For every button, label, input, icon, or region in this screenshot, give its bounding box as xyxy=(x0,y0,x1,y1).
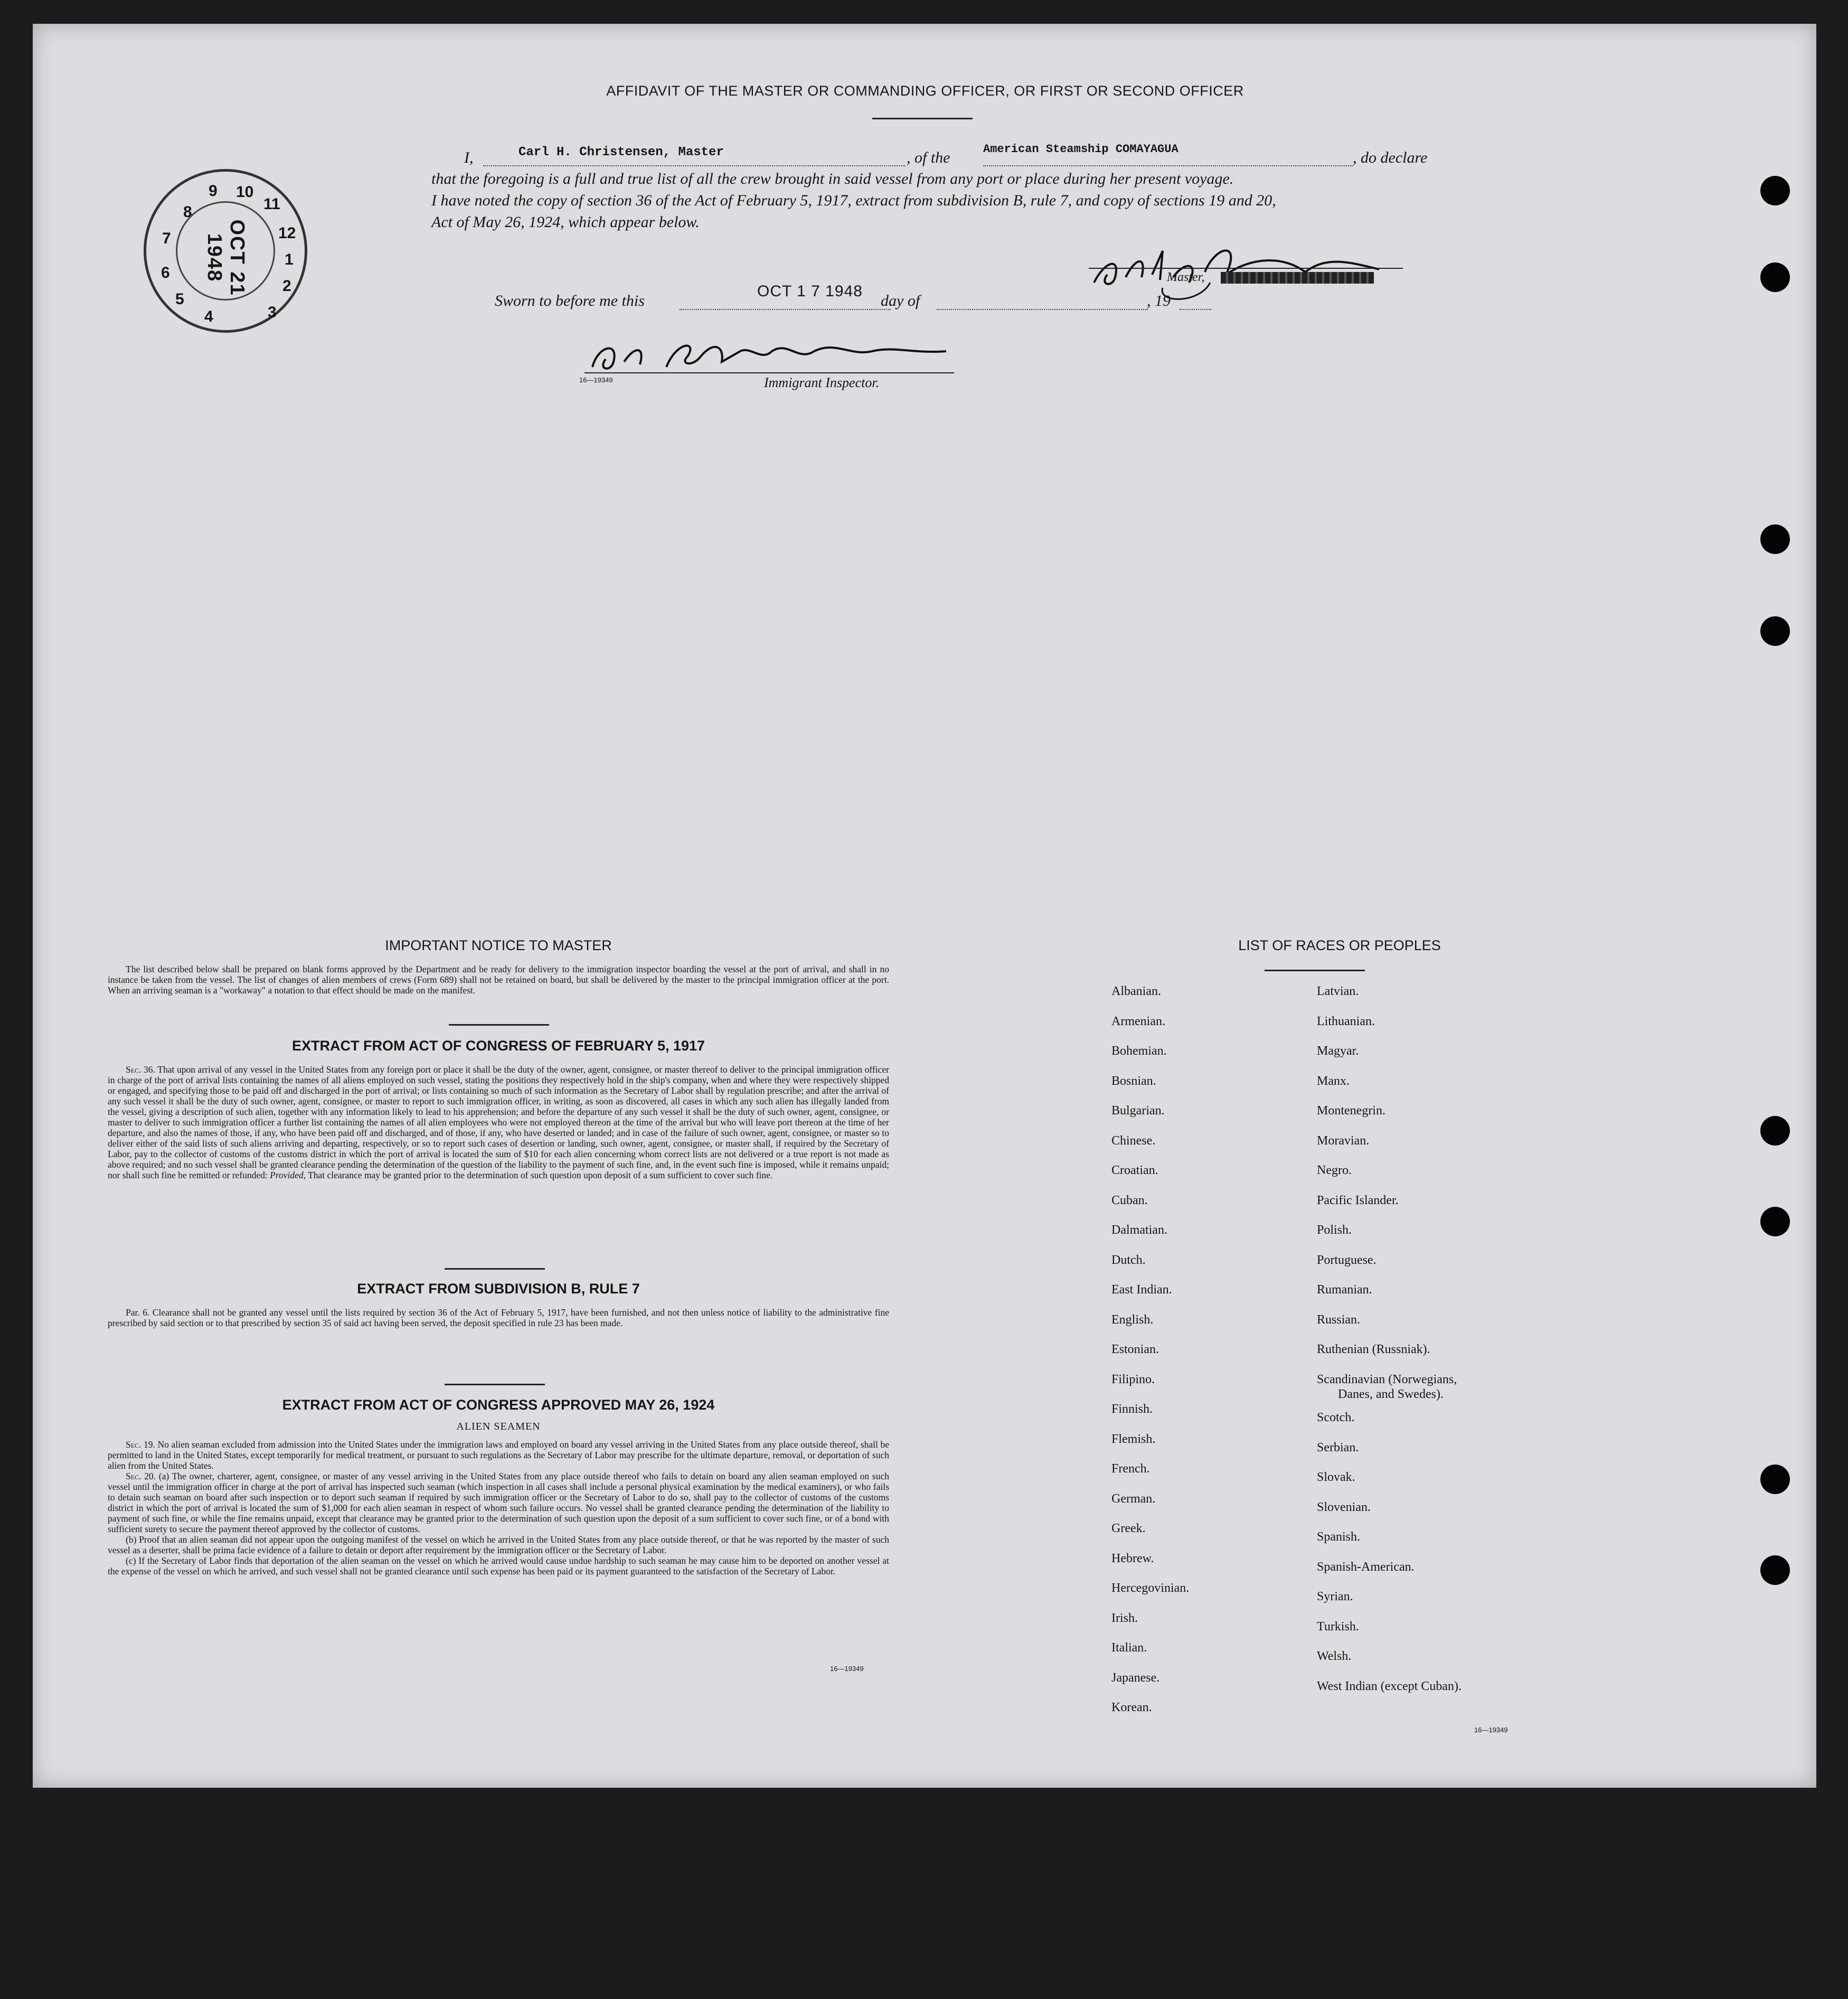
race-item: Negro. xyxy=(1317,1163,1352,1177)
stamp-number: 7 xyxy=(162,230,171,247)
race-item: Lithuanian. xyxy=(1317,1014,1375,1028)
i-label: I, xyxy=(464,149,474,166)
par-6-paragraph: Par. 6. Clearance shall not be granted any vessel until the lists required by section 36 of the Act of February 5, 1917, have been furnished, and not then unless notice of liability to the administrative fine prescribed by said section or to that prescribed by section 35 of said act having been served, the deposit specified in rule 23 has been made. xyxy=(108,1307,889,1328)
race-item: Flemish. xyxy=(1111,1432,1156,1446)
race-item: Ruthenian (Russniak). xyxy=(1317,1343,1430,1356)
sworn-date-line xyxy=(680,309,891,310)
punch-hole xyxy=(1760,176,1790,205)
stamp-number: 11 xyxy=(263,195,280,213)
stamp-number: 8 xyxy=(183,203,192,221)
notice-paragraph: The list described below shall be prepared on blank forms approved by the Department and be ready for delivery to the immigration inspector boarding the vessel at the port of arrival, and shall in no instance be taken from the vessel. The list of changes of alien members of crews (Form 689) shall not be retained on board, but shall be delivered by the master to the principal immigration officer at the port. When an arriving seaman is a "workaway" a notation to that effect should be made on the manifest. xyxy=(108,964,889,996)
sec-36-label: Sec. 36. xyxy=(126,1064,155,1075)
affidavit-line-4: Act of May 26, 1924, which appear below. xyxy=(431,213,700,231)
races-divider xyxy=(1265,970,1365,971)
sec-19-label: Sec. 19. xyxy=(126,1439,155,1450)
race-item: East Indian. xyxy=(1111,1283,1172,1297)
extract-1917-title: EXTRACT FROM ACT OF CONGRESS OF FEBRUARY 5, 1917 xyxy=(291,1038,705,1054)
race-item: Latvian. xyxy=(1317,984,1359,998)
sec-20a-paragraph xyxy=(108,1471,889,1534)
races-form-number: 16—19349 xyxy=(1474,1726,1508,1734)
title-divider xyxy=(872,118,973,119)
extract-form-number: 16—19349 xyxy=(830,1665,864,1673)
master-name: Carl H. Christensen, Master xyxy=(518,145,724,159)
of-the-label: , of the xyxy=(907,149,950,166)
race-item: Albanian. xyxy=(1111,984,1161,998)
sec-19-paragraph xyxy=(108,1439,889,1471)
affidavit-line-2: that the foregoing is a full and true list of all the crew brought in said vessel from any port or place during her present voyage. xyxy=(431,170,1234,187)
stamp-number: 10 xyxy=(236,183,254,201)
race-item: Bosnian. xyxy=(1111,1074,1156,1088)
subdivision-text xyxy=(108,1307,889,1328)
do-declare-label: , do declare xyxy=(1353,149,1428,166)
race-item: Hebrew. xyxy=(1111,1551,1154,1565)
extract-1924-text xyxy=(108,1439,889,1576)
race-item: Spanish-American. xyxy=(1317,1560,1415,1574)
punch-hole xyxy=(1760,524,1790,554)
race-item: Portuguese. xyxy=(1317,1253,1376,1267)
race-item: Dalmatian. xyxy=(1111,1223,1167,1237)
race-item: Rumanian. xyxy=(1317,1283,1372,1297)
punch-hole xyxy=(1760,1465,1790,1494)
race-item: West Indian (except Cuban). xyxy=(1317,1679,1462,1693)
stamp-number: 12 xyxy=(278,224,296,242)
race-item: French. xyxy=(1111,1462,1150,1476)
stamp-number: 2 xyxy=(282,277,291,295)
divider xyxy=(449,1024,549,1026)
race-item: Slovenian. xyxy=(1317,1500,1371,1514)
race-item: Dutch. xyxy=(1111,1253,1146,1267)
affidavit-title: AFFIDAVIT OF THE MASTER OR COMMANDING OFFICER, OR FIRST OR SECOND OFFICER xyxy=(606,83,1244,99)
race-item: Russian. xyxy=(1317,1312,1361,1327)
affidavit-line-3: I have noted the copy of section 36 of the Act of February 5, 1917, extract from subdivision B, rule 7, and copy of sections 19 and 20, xyxy=(431,192,1276,209)
race-item: Magyar. xyxy=(1317,1044,1359,1058)
punch-hole xyxy=(1760,1555,1790,1585)
year-label: , 19 xyxy=(1147,292,1171,309)
race-item: Turkish. xyxy=(1317,1619,1359,1634)
race-item: Cuban. xyxy=(1111,1193,1148,1207)
race-item: Welsh. xyxy=(1317,1649,1352,1663)
provided-label: Provided, xyxy=(270,1170,306,1180)
day-of-label: day of xyxy=(881,292,920,309)
divider xyxy=(445,1268,545,1270)
master-name-line xyxy=(483,165,906,166)
race-item: Korean. xyxy=(1111,1701,1152,1714)
race-item: Bulgarian. xyxy=(1111,1104,1165,1118)
divider xyxy=(445,1384,545,1385)
race-item: Danes, and Swedes). xyxy=(1338,1387,1444,1401)
extract-1924-title: EXTRACT FROM ACT OF CONGRESS APPROVED MAY 26, 1924 xyxy=(282,1397,715,1413)
sec-20a-text: (a) The owner, charterer, agent, consignee, or master of any vessel arriving in the United States from any place outside thereof who fails to detain on board any alien seaman employed on such vessel until the immigration officer in charge at the port of arrival has inspected such seaman (which inspection in all cases shall include a personal physical examination by the medical examiners), or who fails to detain such seaman on board after such inspection or to deport such seaman if required by such immigration officer or the Secretary of Labor to do so, shall pay to the collector of customs of the customs district in which the port of arrival is located the sum of $1,000 for each alien seaman in respect of whom such failure occurs. No vessel shall be granted clearance pending the determination of the liability to payment of such fine, or while the fine remains unpaid, except that clearance may be granted prior to the determination of such question upon the deposit of a sum sufficient to cover such fine, or of a bond with sufficient surety to secure the payment thereof approved by the collector of customs. xyxy=(108,1471,889,1534)
race-item: Hercegovinian. xyxy=(1111,1581,1190,1595)
notice-title: IMPORTANT NOTICE TO MASTER xyxy=(385,937,612,953)
sec-36-text: That upon arrival of any vessel in the United States from any foreign port or place it shall be the duty of the owner, agent, consignee, or master thereof to deliver to the principal immigration officer in charge of the port of arrival lists containing the names of all aliens employed on such vessel, stating the positions they respectively hold in the ship's company, when and where they were respectively shipped or engaged, and specifying those to be paid off and discharged in the port of arrival; or lists containing so much of such information as the Secretary of Labor shall by regulation prescribe; and after the arrival of any such vessel it shall be the duty of such owner, agent, consignee, or master to report to such immigration officer, in writing, as soon as discovered, all cases in which any such alien has illegally landed from the vessel, giving a description of such alien, together with any information likely to lead to his apprehension; and before the departure of any such vessel it shall be the duty of such owner, agent, consignee, or master to deliver to such immigration officer a further list containing the names of all alien employees who were not employed thereon at the time of the arrival but who will leave port thereon at the time of her departure, and also the names of those, if any, who have been paid off and discharged, and of those, if any, who have deserted or landed; and in case of the failure of such owner, agent, consignee, or master so to deliver either of the said lists of such aliens arriving and departing, respectively, or so to report such cases of desertion or landing, such owner, agent, consignee, or master shall, if required by the Secretary of Labor, pay to the collector of customs of the customs district in which the port of arrival is located the sum of $10 for each alien concerning whom correct lists are not delivered or a true report is not made as above required; and no such vessel shall be granted clearance pending the determination of the question of the liability to the payment of such fine, and, in the event such fine is imposed, while it remains unpaid; nor shall such fine be remitted or refunded: xyxy=(108,1064,889,1180)
sec-20-label: Sec. 20. xyxy=(126,1471,156,1481)
punch-hole xyxy=(1760,1116,1790,1146)
race-item: Bohemian. xyxy=(1111,1044,1167,1058)
year-line xyxy=(1180,309,1211,310)
sworn-date: OCT 1 7 1948 xyxy=(757,283,863,300)
race-item: Syrian. xyxy=(1317,1590,1353,1603)
date-stamp xyxy=(144,169,307,333)
race-item: Estonian. xyxy=(1111,1343,1159,1356)
race-item: Serbian. xyxy=(1317,1440,1359,1454)
punch-hole xyxy=(1760,616,1790,646)
sec-20c-paragraph: (c) If the Secretary of Labor finds that deportation of the alien seaman on the vessel on which he arrived would cause undue hardship to such seaman he may cause him to be deported on another vessel at the expense of the vessel on which he arrived, and such vessel shall not be granted clearance until such expense has been paid or its payment guaranteed to the satisfaction of the Secretary of Labor. xyxy=(108,1555,889,1576)
struck-title xyxy=(1221,272,1374,284)
inspector-caption: Immigrant Inspector. xyxy=(764,375,880,390)
race-item: Slovak. xyxy=(1317,1470,1355,1484)
stamp-number: 5 xyxy=(175,290,184,308)
extract-1917-text xyxy=(108,1064,889,1180)
race-item: Armenian. xyxy=(1111,1014,1165,1028)
race-item: Greek. xyxy=(1111,1522,1146,1535)
race-item: Scandinavian (Norwegians, xyxy=(1317,1372,1457,1386)
stamp-number: 3 xyxy=(268,304,277,321)
sec-19-text: No alien seaman excluded from admission into the United States under the immigration laws and employed on board any vessel arriving in the United States from any place outside thereof, shall be permitted to land in the United States, except temporarily for medical treatment, or pursuant to such regulations as the Secretary of Labor may prescribe for the ultimate departure, removal, or deportation of such alien from the United States. xyxy=(108,1439,889,1471)
form-number: 16—19349 xyxy=(579,376,613,384)
race-item: German. xyxy=(1111,1491,1156,1506)
race-item: Italian. xyxy=(1111,1641,1147,1655)
race-item: Scotch. xyxy=(1317,1411,1355,1424)
punch-hole xyxy=(1760,262,1790,292)
race-item: Pacific Islander. xyxy=(1317,1193,1399,1207)
stamp-date: OCT 21 1948 xyxy=(203,219,248,296)
race-item: English. xyxy=(1111,1312,1154,1327)
race-item: Moravian. xyxy=(1317,1133,1370,1148)
stamp-number: 4 xyxy=(204,308,213,325)
vessel-name: American Steamship COMAYAGUA xyxy=(983,143,1178,156)
race-item: Irish. xyxy=(1111,1611,1138,1625)
race-item: Chinese. xyxy=(1111,1133,1156,1148)
race-item: Japanese. xyxy=(1111,1670,1160,1685)
vessel-line xyxy=(983,165,1353,166)
race-item: Finnish. xyxy=(1111,1402,1153,1416)
sec-20b-paragraph: (b) Proof that an alien seaman did not appear upon the outgoing manifest of the vessel on which he arrived in the United States from any place outside thereof, or that he was reported by the master of such vessel as a deserter, shall be prima facie evidence of a failure to detain or deport after requirement by the immigration officer or the Secretary of Labor. xyxy=(108,1534,889,1555)
master-signature xyxy=(1083,224,1421,304)
punch-hole xyxy=(1760,1207,1790,1236)
inspector-line xyxy=(584,372,954,373)
race-item: Croatian. xyxy=(1111,1163,1158,1177)
stamp-number: 1 xyxy=(285,251,294,268)
race-item: Manx. xyxy=(1317,1074,1350,1088)
sworn-label: Sworn to before me this xyxy=(495,292,645,309)
master-caption: Master, xyxy=(1167,270,1205,284)
signature-line xyxy=(1089,268,1403,269)
races-title: LIST OF RACES OR PEOPLES xyxy=(1238,937,1441,953)
subdivision-title: EXTRACT FROM SUBDIVISION B, RULE 7 xyxy=(357,1281,640,1297)
document-sheet xyxy=(33,24,1816,1788)
race-item: Spanish. xyxy=(1317,1530,1361,1544)
alien-seamen-subtitle: ALIEN SEAMEN xyxy=(456,1421,541,1432)
stamp-number: 6 xyxy=(161,264,170,281)
race-item: Polish. xyxy=(1317,1223,1352,1237)
sec-36-paragraph xyxy=(108,1064,889,1180)
race-item: Montenegrin. xyxy=(1317,1104,1385,1118)
stamp-number: 9 xyxy=(209,182,218,200)
sec-36-text-end: That clearance may be granted prior to the determination of such question upon deposit of a sum sufficient to cover such fine. xyxy=(308,1170,773,1180)
notice-text xyxy=(108,964,889,996)
inspector-signature xyxy=(587,335,957,378)
race-item: Filipino. xyxy=(1111,1372,1155,1386)
month-line xyxy=(937,309,1148,310)
